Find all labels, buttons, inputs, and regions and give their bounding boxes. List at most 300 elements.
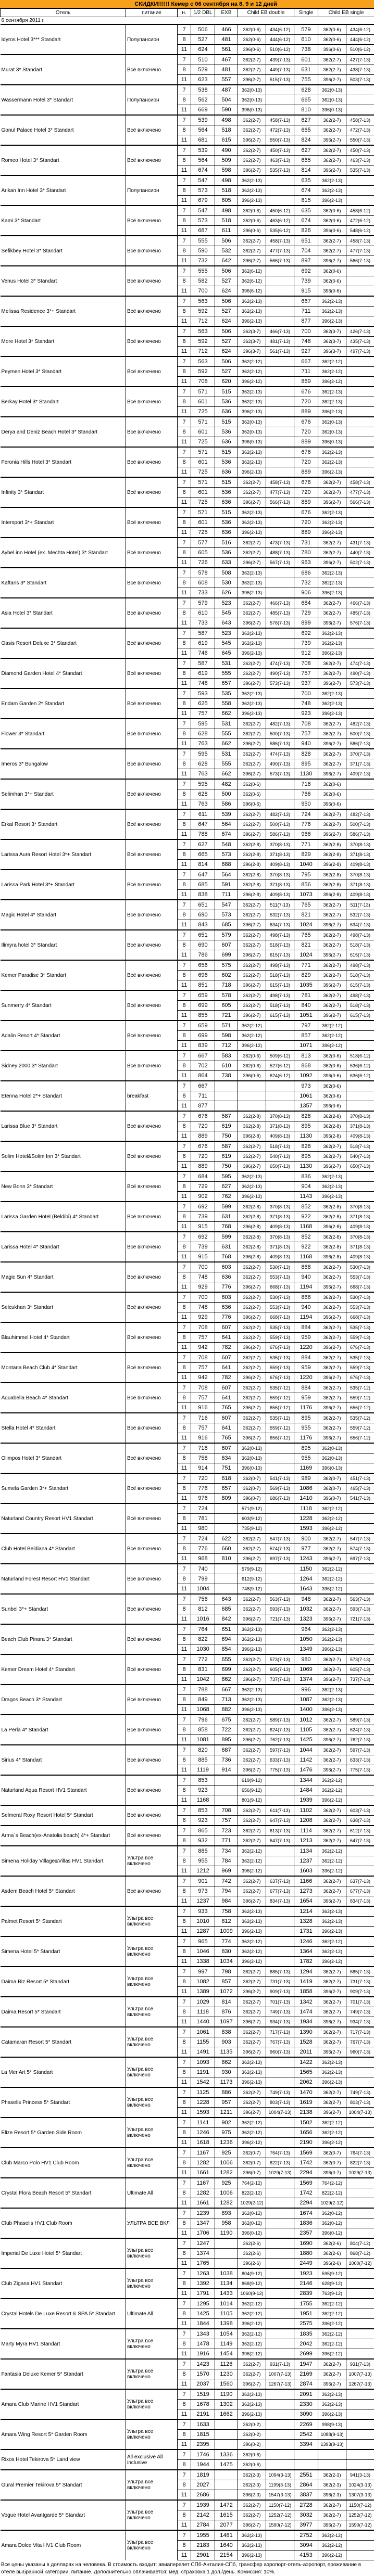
child-eb-double-2: 371(8-13) — [266, 1212, 294, 1222]
hotel-name: Sefikbey Hotel 3* Standart — [1, 236, 126, 266]
nights: 7 — [178, 598, 191, 608]
half-dbl-price: 748 — [191, 1303, 215, 1312]
child-eb-double-1: 362(2-13) — [238, 2057, 266, 2068]
half-dbl-price: 711 — [191, 1091, 215, 1101]
half-dbl-price: 539 — [191, 145, 215, 156]
child-eb-double-1: 396(2-7) — [238, 739, 266, 749]
single-price: 1923 — [294, 2268, 318, 2279]
nights: 11 — [178, 980, 191, 991]
child-eb-single-1: 396(2-7) — [318, 2017, 346, 2027]
single-price: 1092 — [294, 1071, 318, 1081]
half-dbl-price: 1343 — [191, 2329, 215, 2339]
nights: 8 — [178, 2128, 191, 2138]
meal-plan: Ультра все включено — [126, 1846, 178, 1876]
child-eb-double-2: 717(7-13) — [266, 2027, 294, 2037]
nights: 7 — [178, 1021, 191, 1031]
child-eb-double-2: 1267(7-13) — [266, 2379, 294, 2390]
half-dbl-price: 1263 — [191, 2268, 215, 2279]
nights: 7 — [178, 688, 191, 699]
exb-price: 1454 — [215, 2349, 238, 2360]
child-eb-double-1: 362(2-7) — [238, 1001, 266, 1011]
exb-price: 762 — [215, 1192, 238, 1202]
child-eb-single-1: 998(9-13) — [318, 2419, 346, 2430]
child-eb-single-1: 396(2-7) — [318, 498, 346, 508]
table-row — [1, 1171, 374, 1182]
exb-price: 548 — [215, 839, 238, 850]
child-eb-single-2: 1024(3-13) — [346, 2480, 374, 2490]
child-eb-single-1: 396(2-7) — [318, 1343, 346, 1353]
single-price: 720 — [294, 427, 318, 437]
exb-price — [215, 2259, 238, 2269]
child-eb-single-1: 362(2-7) — [318, 608, 346, 618]
half-dbl-price: 942 — [191, 1373, 215, 1383]
child-eb-single-2 — [346, 2400, 374, 2409]
single-price: 676 — [294, 417, 318, 427]
exb-price: 895 — [215, 1735, 238, 1745]
child-eb-double-1: 362(2-6) — [238, 2238, 266, 2249]
child-eb-single-1: 362(2-7) — [318, 2369, 346, 2379]
exb-price: 571 — [215, 1021, 238, 1031]
nights: 8 — [178, 518, 191, 528]
child-eb-single-1: 362(3-7) — [318, 337, 346, 347]
child-eb-single-2: 566(7-13) — [346, 498, 374, 508]
single-price: 1194 — [294, 1282, 318, 1293]
child-eb-double-2: 485(7-13) — [266, 608, 294, 618]
child-eb-double-2: 481(7-13) — [266, 337, 294, 347]
child-eb-single-2 — [346, 427, 374, 437]
exb-price — [215, 1524, 238, 1534]
child-eb-double-2: 409(8-13) — [266, 1222, 294, 1232]
single-price: 912 — [294, 648, 318, 659]
child-eb-single-2 — [346, 367, 374, 377]
exb-price — [215, 2430, 238, 2440]
hotel-name: Club Marco Polo HV1 Club Room — [1, 2148, 126, 2178]
nights: 11 — [178, 1795, 191, 1806]
nights: 8 — [178, 940, 191, 950]
half-dbl-price: 788 — [191, 1685, 215, 1695]
half-dbl-price: 772 — [191, 1654, 215, 1665]
exb-price: 532 — [215, 246, 238, 256]
child-eb-single-1: 396(2-7) — [318, 1373, 346, 1383]
half-dbl-price: 665 — [191, 850, 215, 860]
half-dbl-price: 716 — [191, 1413, 215, 1423]
exb-price: 1481 — [215, 2530, 238, 2541]
exb-price: 662 — [215, 769, 238, 780]
child-eb-double-1: 396(2-13) — [238, 528, 266, 538]
child-eb-double-2 — [266, 2289, 294, 2299]
child-eb-single-1: 396(2-7) — [318, 950, 346, 961]
child-eb-double-2: 535(7-12) — [266, 1383, 294, 1393]
exb-price: 636 — [215, 407, 238, 417]
child-eb-double-1: 362(2-7) — [238, 488, 266, 498]
half-dbl-price: 885 — [191, 1846, 215, 1856]
child-eb-double-2 — [266, 2057, 294, 2068]
child-eb-single-1: 764(2-12) — [318, 2178, 346, 2188]
child-eb-single-1: 362(3-7) — [318, 326, 346, 337]
meal-plan: Всё включено — [126, 1322, 178, 1353]
half-dbl-price: 1247 — [191, 2238, 215, 2249]
table-row — [1, 1715, 374, 1725]
half-dbl-price: 763 — [191, 739, 215, 749]
nights: 7 — [178, 1654, 191, 1665]
child-eb-single-1: 362(2-7) — [318, 2037, 346, 2047]
child-eb-single-2: 697(7-13) — [346, 1554, 374, 1564]
half-dbl-price: 601 — [191, 427, 215, 437]
hotel-name: Aybel inn Hotel (ex. Mechta Hotel) 3* Standart — [1, 538, 126, 568]
child-eb-single-2 — [346, 688, 374, 699]
nights: 11 — [178, 799, 191, 810]
child-eb-double-2 — [266, 1856, 294, 1866]
child-eb-double-2 — [266, 628, 294, 639]
exb-price: 523 — [215, 628, 238, 639]
child-eb-single-2: 603(7-13) — [346, 1805, 374, 1816]
child-eb-single-1: 396(2-12) — [318, 1584, 346, 1595]
table-row — [1, 236, 374, 246]
child-eb-double-1: 396(0-2) — [238, 2440, 266, 2450]
table-row — [1, 1141, 374, 1152]
nights: 11 — [178, 1675, 191, 1685]
child-eb-single-1: 362(0-6) — [318, 1091, 346, 1101]
child-eb-double-1: 735(9-12) — [238, 1524, 266, 1534]
hotel-name: Diamond Garden Hotel 4* Standart — [1, 658, 126, 688]
single-price: 667 — [294, 296, 318, 307]
meal-plan: Ультра все включено — [126, 1997, 178, 2027]
half-dbl-price: 914 — [191, 1463, 215, 1474]
hotel-name: Peymen Hotel 3* Standart — [1, 356, 126, 387]
child-eb-double-1: 362(2-7) — [238, 729, 266, 739]
single-price: 829 — [294, 850, 318, 860]
half-dbl-price: 757 — [191, 1363, 215, 1373]
child-eb-double-2 — [266, 286, 294, 297]
hotel-name: Naturland Aqua Resort HV1 Standart — [1, 1775, 126, 1805]
child-eb-double-2: 532(7-13) — [266, 910, 294, 920]
exb-price: 685 — [215, 920, 238, 930]
child-eb-double-1: 748(9-12) — [238, 1584, 266, 1595]
child-eb-double-2: 647(7-13) — [266, 1816, 294, 1826]
child-eb-single-2 — [346, 1866, 374, 1877]
exb-price: 558 — [215, 699, 238, 709]
exb-price — [215, 2419, 238, 2430]
half-dbl-price: 563 — [191, 356, 215, 367]
exb-price: 508 — [215, 568, 238, 578]
nights: 8 — [178, 1031, 191, 1041]
nights: 11 — [178, 256, 191, 266]
exb-price — [215, 2249, 238, 2259]
child-eb-double-2 — [266, 2541, 294, 2551]
half-dbl-price: 849 — [191, 1695, 215, 1705]
half-dbl-price: 757 — [191, 1393, 215, 1403]
child-eb-single-2 — [346, 2299, 374, 2309]
half-dbl-price: 627 — [191, 839, 215, 850]
meal-plan: Всё включено — [126, 1413, 178, 1443]
child-eb-single-1: 396(2-13) — [318, 2409, 346, 2420]
meal-plan: Ультра все включено — [126, 2087, 178, 2118]
hotel-name: Imeros 3* Bungalow — [1, 749, 126, 779]
exb-price: 516 — [215, 538, 238, 548]
child-eb-single-1: 396(2-8) — [318, 1131, 346, 1142]
child-eb-double-2 — [266, 518, 294, 528]
nights: 8 — [178, 1725, 191, 1735]
single-price: 884 — [294, 1322, 318, 1333]
hotel-name: Murat 3* Standart — [1, 55, 126, 85]
half-dbl-price: 739 — [191, 1242, 215, 1252]
single-price: 757 — [294, 729, 318, 739]
child-eb-double-1: 362(2-7) — [238, 2510, 266, 2520]
child-eb-single-1: 396(2-13) — [318, 196, 346, 206]
child-eb-single-1: 822(2-12) — [318, 2188, 346, 2198]
half-dbl-price: 1844 — [191, 2319, 215, 2329]
nights: 8 — [178, 397, 191, 407]
nights: 8 — [178, 307, 191, 316]
child-eb-single-1: 362(0-13) — [318, 1443, 346, 1453]
child-eb-single-2: 482(7-13) — [346, 809, 374, 820]
hotel-name: Intersport 3*+ Standart — [1, 507, 126, 538]
nights: 7 — [178, 2359, 191, 2369]
table-row — [1, 1503, 374, 1514]
child-eb-double-2 — [266, 175, 294, 186]
single-price: 2138 — [294, 2108, 318, 2118]
child-eb-double-2: 490(7-13) — [266, 669, 294, 679]
child-eb-single-1: 396(0-13) — [318, 437, 346, 448]
hotel-name: Kami 3* Standart — [1, 206, 126, 236]
single-price — [294, 2460, 318, 2470]
single-price: 1374 — [294, 1675, 318, 1685]
nights: 7 — [178, 447, 191, 457]
half-dbl-price: 578 — [191, 568, 215, 578]
child-eb-single-1: 396(0-7) — [318, 2168, 346, 2178]
single-price: 720 — [294, 488, 318, 498]
child-eb-double-2: 775(7-13) — [266, 1765, 294, 1776]
meal-plan: Всё включено — [126, 1051, 178, 1081]
child-eb-double-2: 450(6-12) — [266, 206, 294, 216]
table-row — [1, 628, 374, 639]
nights: 7 — [178, 1624, 191, 1635]
child-eb-double-1: 396(6-12) — [238, 286, 266, 297]
child-eb-double-1: 362(0-6) — [238, 779, 266, 789]
half-dbl-price: 656 — [191, 960, 215, 971]
nights: 8 — [178, 95, 191, 105]
nights: 11 — [178, 1343, 191, 1353]
table-row — [1, 1443, 374, 1453]
child-eb-double-2: 458(7-13) — [266, 115, 294, 125]
child-eb-double-2 — [266, 588, 294, 598]
meal-plan: Всё включено — [126, 688, 178, 719]
single-price: 692 — [294, 628, 318, 639]
child-eb-double-1: 362(2-7) — [238, 2027, 266, 2037]
child-eb-single-2 — [346, 1947, 374, 1957]
single-price: 1061 — [294, 1091, 318, 1101]
exb-price: 699 — [215, 1665, 238, 1675]
nights: 7 — [178, 2389, 191, 2400]
table-row — [1, 779, 374, 789]
table-row — [1, 2148, 374, 2158]
nights: 7 — [178, 1745, 191, 1755]
child-eb-single-2 — [346, 316, 374, 327]
half-dbl-price: 592 — [191, 307, 215, 316]
single-price: 937 — [294, 679, 318, 689]
child-eb-double-2: 1094(3-13) — [266, 2470, 294, 2480]
nights: 7 — [178, 175, 191, 186]
nights: 7 — [178, 1443, 191, 1453]
exb-price: 838 — [215, 2027, 238, 2037]
exb-price: 1662 — [215, 2409, 238, 2420]
half-dbl-price: 1955 — [191, 2530, 215, 2541]
child-eb-double-1: 396(2-7) — [238, 1433, 266, 1444]
nights: 8 — [178, 186, 191, 196]
child-eb-single-1: 362(2-13) — [318, 447, 346, 457]
child-eb-double-2 — [266, 2218, 294, 2228]
child-eb-single-2: 472(7-13) — [346, 125, 374, 135]
child-eb-double-1: 396(2-13) — [238, 467, 266, 478]
exb-price: 718 — [215, 980, 238, 991]
half-dbl-price: 1819 — [191, 2470, 215, 2480]
hotel-name: La Perla 4* Standart — [1, 1715, 126, 1745]
half-dbl-price: 763 — [191, 769, 215, 780]
child-eb-double-2: 668(7-13) — [266, 1282, 294, 1293]
nights: 8 — [178, 2158, 191, 2168]
child-eb-double-1: 362(2-12) — [238, 1856, 266, 1866]
child-eb-single-2 — [346, 2178, 374, 2188]
half-dbl-price: 628 — [191, 789, 215, 799]
child-eb-single-2 — [346, 799, 374, 810]
nights: 7 — [178, 115, 191, 125]
exb-price: 575 — [215, 960, 238, 971]
half-dbl-price: 1392 — [191, 2279, 215, 2289]
half-dbl-price: 1519 — [191, 2389, 215, 2400]
hotel-name: Larissa Aura Resort Hotel 3*+ Standart — [1, 839, 126, 870]
half-dbl-price: 725 — [191, 467, 215, 478]
nights: 8 — [178, 1363, 191, 1373]
child-eb-single-2: 593(7-13) — [346, 1604, 374, 1614]
child-eb-single-2 — [346, 2279, 374, 2289]
child-eb-double-1: 362(2-7) — [238, 1353, 266, 1363]
single-price: 1012 — [294, 1715, 318, 1725]
exb-price: 984 — [215, 1896, 238, 1907]
half-dbl-price: 601 — [191, 488, 215, 498]
half-dbl-price: 555 — [191, 266, 215, 276]
single-price: 840 — [294, 1001, 318, 1011]
exb-price: 645 — [215, 648, 238, 659]
child-eb-double-2: 737(7-13) — [266, 1675, 294, 1685]
child-eb-double-1: 396(2-8) — [238, 1252, 266, 1263]
hotel-name: Sunbel 3*+ Standart — [1, 1594, 126, 1624]
table-row — [1, 55, 374, 65]
single-price: 601 — [294, 55, 318, 65]
child-eb-double-2: 749(7-13) — [266, 2007, 294, 2017]
child-eb-single-2 — [346, 1856, 374, 1866]
child-eb-double-2 — [266, 1795, 294, 1806]
half-dbl-price: 942 — [191, 1343, 215, 1353]
child-eb-single-1: 362(2-7) — [318, 1363, 346, 1373]
table-row — [1, 2450, 374, 2460]
hotel-name: Kaftans 3* Standart — [1, 568, 126, 598]
half-dbl-price: 776 — [191, 1484, 215, 1494]
child-eb-single-2 — [346, 387, 374, 397]
child-eb-single-2: 530(7-13) — [346, 1292, 374, 1303]
half-dbl-price: 679 — [191, 196, 215, 206]
child-eb-double-1: 396(2-12) — [238, 377, 266, 387]
header-half-dbl: 1/2 DBL — [191, 9, 215, 17]
exb-price: 1038 — [215, 2268, 238, 2279]
child-eb-single-2 — [346, 457, 374, 467]
child-eb-single-1: 362(2-12) — [318, 1514, 346, 1524]
hotel-name: Kemer Dream Hotel 4* Standart — [1, 1654, 126, 1685]
exb-price: 651 — [215, 1624, 238, 1635]
single-price: 1656 — [294, 2128, 318, 2138]
child-eb-double-2 — [266, 2138, 294, 2148]
child-eb-double-1: 362(0-13) — [238, 427, 266, 437]
half-dbl-price: 547 — [191, 175, 215, 186]
child-eb-single-1: 362(2-3) — [318, 2480, 346, 2490]
child-eb-single-1: 396(2-7) — [318, 920, 346, 930]
child-eb-single-1: 362(2-13) — [318, 1695, 346, 1705]
single-price: 828 — [294, 749, 318, 759]
exb-price: 2077 — [215, 2520, 238, 2531]
child-eb-single-2: 440(7-13) — [346, 548, 374, 558]
child-eb-double-1: 362(2-7) — [238, 1393, 266, 1403]
meal-plan: Ультра все включено — [126, 2027, 178, 2057]
nights: 8 — [178, 2480, 191, 2490]
half-dbl-price: 700 — [191, 1292, 215, 1303]
child-eb-single-2: 427(7-13) — [346, 55, 374, 65]
single-price: 704 — [294, 246, 318, 256]
nights: 11 — [178, 2379, 191, 2390]
child-eb-single-2 — [346, 578, 374, 588]
child-eb-double-2 — [266, 639, 294, 648]
half-dbl-price: 968 — [191, 1554, 215, 1564]
child-eb-single-2 — [346, 2128, 374, 2138]
child-eb-single-2 — [346, 2268, 374, 2279]
hotel-name: New Bonn 3* Standart — [1, 1171, 126, 1202]
hotel-name: Naturland Country Resort HV1 Standart — [1, 1503, 126, 1534]
child-eb-double-2 — [266, 307, 294, 316]
half-dbl-price: 757 — [191, 1333, 215, 1343]
header-exb: EXB — [215, 9, 238, 17]
child-eb-double-1: 362(2-13) — [238, 1695, 266, 1705]
child-eb-single-2: 804(7-12) — [346, 2238, 374, 2249]
child-eb-single-1: 396(2-7) — [318, 2108, 346, 2118]
exb-price: 515 — [215, 387, 238, 397]
child-eb-double-2 — [266, 1846, 294, 1856]
child-eb-double-2 — [266, 568, 294, 578]
child-eb-single-1: 362(0-13) — [318, 1453, 346, 1463]
child-eb-single-1: 362(2-12) — [318, 2541, 346, 2551]
child-eb-single-1: 362(0-13) — [318, 427, 346, 437]
exb-price: 564 — [215, 870, 238, 880]
hotel-name: Olimpos Hotel 3* Standart — [1, 1443, 126, 1473]
child-eb-single-2: 371(7-13) — [346, 759, 374, 769]
meal-plan: Полупансион — [126, 24, 178, 55]
nights: 7 — [178, 809, 191, 820]
child-eb-single-2 — [346, 789, 374, 799]
child-eb-single-1: 396(2-7) — [318, 2379, 346, 2390]
child-eb-double-2 — [266, 2188, 294, 2198]
single-price: 667 — [294, 356, 318, 367]
child-eb-double-2: 535(7-12) — [266, 1413, 294, 1423]
half-dbl-price: 739 — [191, 1212, 215, 1222]
exb-price: 536 — [215, 397, 238, 407]
child-eb-double-2 — [266, 2249, 294, 2259]
meal-plan: Всё включено — [126, 1473, 178, 1503]
child-eb-double-2: 676(7-13) — [266, 1343, 294, 1353]
single-price: 755 — [294, 75, 318, 85]
child-eb-double-2 — [266, 789, 294, 799]
meal-plan: Ультра все включено — [126, 2057, 178, 2087]
child-eb-double-2: 668(7-13) — [266, 1312, 294, 1323]
nights: 8 — [178, 669, 191, 679]
exb-price: 798 — [215, 1967, 238, 1977]
child-eb-single-1: 362(2-7) — [318, 809, 346, 820]
